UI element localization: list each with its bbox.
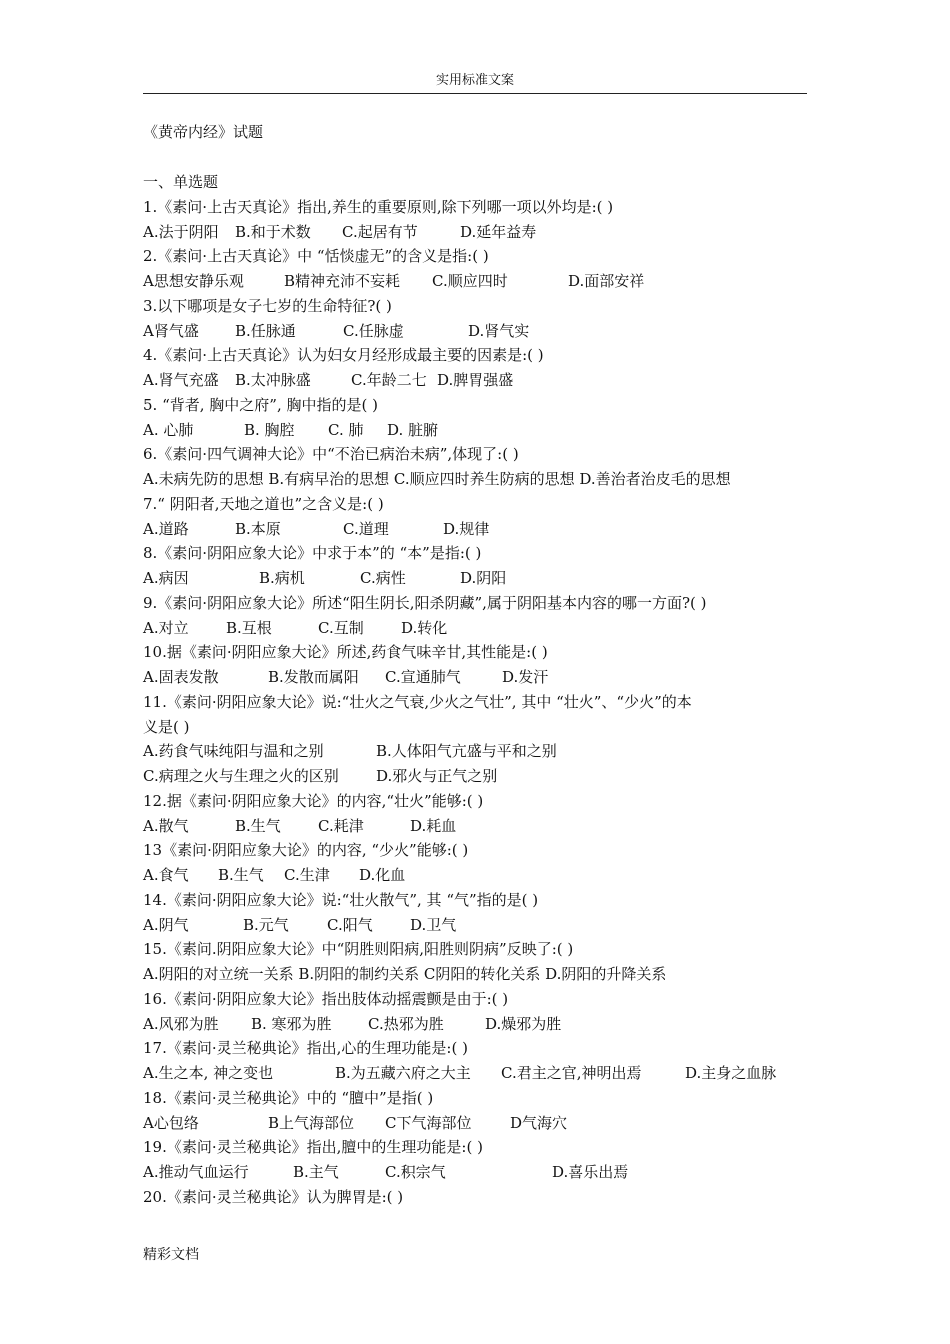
option-text: C.阳气 [327,915,373,934]
option-text: D. 脏腑 [387,420,439,439]
question-line: 6.《素问·四气调神大论》中“不治已病治未病”,体现了:( ) [143,445,519,464]
option-text: D.主身之血脉 [685,1064,777,1082]
document-title: 《黄帝内经》试题 [143,123,264,141]
question-line: 5. “背者, 胸中之府”, 胸中指的是( ) [143,395,378,414]
option-text: C.积宗气 [385,1163,446,1181]
option-text: C.互制 [318,618,364,637]
options-line [143,1111,813,1136]
options-line [143,814,813,839]
option-text: C.病理之火与生理之火的区别 [143,767,339,785]
question-line: 11.《素问·阴阳应象大论》说:“壮火之气衰,少火之气壮”, 其中 “壮火”、“少火”的本 [143,692,692,711]
question-line: 7.“ 阴阳者,天地之道也”之含义是:( ) [143,494,384,513]
question-line: 17.《素问·灵兰秘典论》指出,心的生理功能是:( ) [143,1039,468,1058]
option-text: B.任脉通 [235,321,296,340]
option-text: A.阴气 [143,915,189,934]
option-text: B. 寒邪为胜 [251,1014,332,1033]
options-line [143,1012,813,1037]
option-text: C.耗津 [318,816,364,835]
option-text: A.法于阴阳 [143,222,219,241]
option-text: D.耗血 [410,816,457,835]
option-text: C.热邪为胜 [368,1014,444,1033]
option-text: D.发汗 [502,668,549,686]
option-text: B.发散而属阳 [268,668,359,686]
option-text: B.生气 [235,816,281,835]
question-line: 4.《素问·上古天真论》认为妇女月经形成最主要的因素是:( ) [143,346,544,365]
option-text: D.转化 [401,618,448,637]
option-text: A.风邪为胜 [143,1014,219,1033]
question-lines [143,195,813,1210]
options-line [143,269,813,294]
option-text: C. 肺 [328,420,364,439]
option-text: B精神充沛不妄耗 [284,272,401,290]
option-text: C.道理 [343,519,389,538]
option-text: D.燥邪为胜 [485,1014,562,1033]
option-text: C.顺应四时 [432,272,508,290]
option-text: B. 胸腔 [244,420,295,439]
option-text: A.病因 [143,569,189,587]
page-header: 实用标准文案 [143,72,807,94]
question-line: 14.《素问·阴阳应象大论》说:“壮火散气”, 其 “气”指的是( ) [143,890,539,909]
options-line [143,913,813,938]
question-line: 8.《素问·阴阳应象大论》中求于本”的 “本”是指:( ) [143,544,482,563]
options-line [143,566,813,591]
question-line: 义是( ) [143,717,190,736]
options-line [143,764,813,789]
options-line [143,1061,813,1086]
options-line [143,319,813,344]
option-text: A.散气 [143,816,189,835]
options-line [143,863,813,888]
option-text: C.生津 [284,866,330,884]
options-line [143,1160,813,1185]
question-line: 3.以下哪项是女子七岁的生命特征?( ) [143,296,392,315]
option-text: B.本原 [235,519,281,538]
option-text: D.喜乐出焉 [552,1163,629,1181]
page-footer: 精彩文档 [143,1247,199,1263]
option-text: A思想安静乐观 [143,272,244,290]
option-text: C.君主之官,神明出焉 [501,1064,642,1082]
option-text: B.为五藏六府之大主 [335,1064,471,1082]
options-line [143,368,813,393]
question-line: A.阴阳的对立统一关系 B.阴阳的制约关系 C阴阳的转化关系 D.阴阳的升降关系 [143,965,667,983]
question-line: 2.《素问·上古天真论》中 “恬惔虚无”的含义是指:( ) [143,247,489,266]
option-text: A心包络 [143,1113,199,1132]
option-text: B.太冲脉盛 [235,371,311,389]
option-text: A.肾气充盛 [143,371,219,389]
question-line: 10.据《素问·阴阳应象大论》所述,药食气味辛甘,其性能是:( ) [143,643,548,662]
option-text: B.人体阳气亢盛与平和之别 [376,742,557,761]
option-text: A.药食气味纯阳与温和之别 [143,742,324,761]
option-text: D.延年益寿 [460,222,537,241]
option-text: C.病性 [360,569,406,587]
question-line: A.未病先防的思想 B.有病早治的思想 C.顺应四时养生防病的思想 D.善治者治皮毛的思想 [143,470,731,488]
options-line [143,517,813,542]
option-text: B.生气 [218,866,264,884]
option-text: A. 心肺 [143,420,194,439]
option-text: B.主气 [293,1163,339,1181]
question-line: 16.《素问·阴阳应象大论》指出肢体动摇震颤是由于:( ) [143,989,509,1008]
option-text: D.脾胃强盛 [437,371,514,389]
option-text: B上气海部位 [268,1113,355,1132]
option-text: B.互根 [226,618,272,637]
option-text: A.固表发散 [143,668,219,686]
option-text: C.宣通肺气 [385,668,461,686]
option-text: D.肾气实 [468,321,530,340]
option-text: C下气海部位 [385,1113,472,1132]
option-text: D.阴阳 [460,569,507,587]
question-line: 19.《素问·灵兰秘典论》指出,膻中的生理功能是:( ) [143,1138,483,1157]
question-line: 20.《素问·灵兰秘典论》认为脾胃是:( ) [143,1187,404,1206]
option-text: A肾气盛 [143,321,199,340]
option-text: C.起居有节 [342,222,418,241]
option-text: D.规律 [443,519,490,538]
option-text: A.生之本, 神之变也 [143,1064,274,1082]
option-text: D.卫气 [410,915,457,934]
option-text: B.病机 [259,569,305,587]
question-line: 13《素问·阴阳应象大论》的内容, “少火”能够:( ) [143,841,469,860]
question-line: 12.据《素问·阴阳应象大论》的内容,“壮火”能够:( ) [143,791,484,810]
option-text: A.推动气血运行 [143,1163,249,1181]
question-line: 1.《素问·上古天真论》指出,养生的重要原则,除下列哪一项以外均是:( ) [143,197,614,216]
section-heading: 一、单选题 [143,173,219,191]
options-line [143,739,813,764]
option-text: A.道路 [143,519,189,538]
option-text: C.年龄二七 [351,371,427,389]
option-text: A.食气 [143,866,189,884]
option-text: D.面部安祥 [568,272,645,290]
option-text: D.邪火与正气之别 [376,767,498,785]
option-text: B.和于术数 [235,222,311,241]
question-list [143,170,813,1210]
options-line [143,220,813,245]
option-text: C.任脉虚 [343,321,404,340]
option-text: A.对立 [143,618,189,637]
question-line: 18.《素问·灵兰秘典论》中的 “膻中”是指( ) [143,1088,434,1107]
question-line: 9.《素问·阴阳应象大论》所述“阳生阴长,阳杀阴藏”,属于阴阳基本内容的哪一方面?( ) [143,593,707,612]
option-text: D气海穴 [510,1113,568,1132]
question-line: 15.《素问.阴阳应象大论》中“阴胜则阳病,阳胜则阴病”反映了:( ) [143,940,574,959]
option-text: D.化血 [359,866,406,884]
options-line [143,418,813,443]
options-line [143,616,813,641]
option-text: B.元气 [243,915,289,934]
options-line [143,665,813,690]
